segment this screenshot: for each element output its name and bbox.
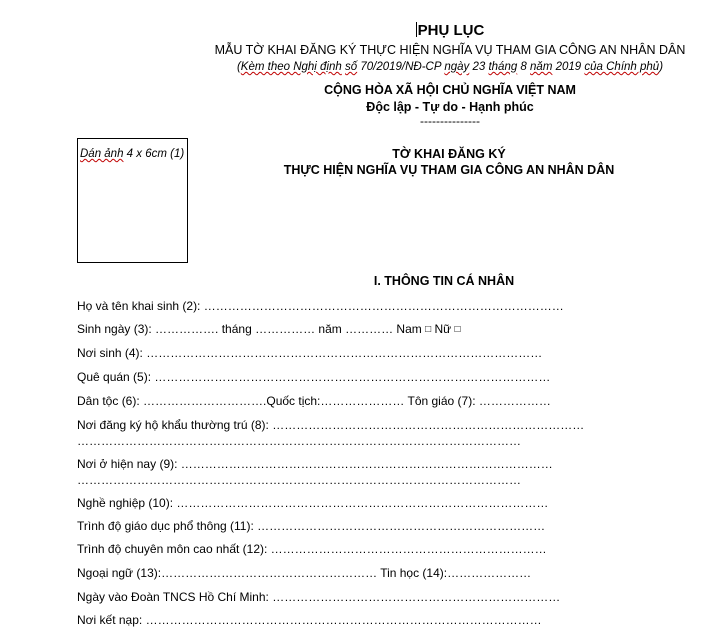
field-youth-union-date[interactable]: Ngày vào Đoàn TNCS Hồ Chí Minh: ……………………………………………………………… — [77, 590, 561, 604]
field-highest-qualification[interactable]: Trình độ chuyên môn cao nhất (12): …………………………………………………………… — [77, 542, 547, 556]
field-current-residence[interactable]: Nơi ở hiện nay (9): ………………………………………………………………………………… — [77, 457, 553, 471]
decree-nam: năm — [530, 61, 553, 73]
field-full-name[interactable]: Họ và tên khai sinh (2): ……………………………………………………………………………… — [77, 299, 564, 313]
checkbox-male[interactable]: □ — [425, 324, 432, 335]
decree-cua-chinh-phu: của Chính phủ — [584, 61, 660, 73]
dob-text: Sinh ngày (3): ……………. tháng …………… năm ………… Nam — [77, 322, 422, 336]
national-name: CỘNG HÒA XÃ HỘI CHỦ NGHĨA VIỆT NAM — [324, 83, 576, 97]
field-date-of-birth[interactable] — [77, 322, 461, 336]
form-subtitle: MẪU TỜ KHAI ĐĂNG KÝ THỰC HIỆN NGHĨA VỤ THAM GIA CÔNG AN NHÂN DÂN — [214, 43, 686, 57]
decree-so: số — [345, 61, 358, 73]
photo-label-size: 4 x 6cm (1) — [123, 148, 185, 160]
decree-kem-theo: Kèm theo Nghị định — [240, 61, 342, 73]
decree-month: 8 — [517, 61, 527, 73]
decree-reference — [96, 61, 708, 73]
header-divider: --------------- — [420, 114, 480, 128]
field-ethnicity-nationality-religion[interactable]: Dân tộc (6): ………………………….Quốc tịch:………………… Tôn giáo (7): ……………… — [77, 394, 551, 408]
field-place-of-birth[interactable]: Nơi sinh (4): ……………………………………………………………………………………… — [77, 346, 543, 360]
page-title-text: PHỤ LỤC — [417, 22, 485, 39]
decree-day: 23 — [469, 61, 486, 73]
field-admission-place[interactable]: Nơi kết nạp: ……………………………………………………………………………………… — [77, 613, 542, 627]
field-occupation[interactable]: Nghề nghiệp (10): ………………………………………………………………………………… — [77, 496, 549, 510]
field-general-education[interactable]: Trình độ giáo dục phổ thông (11): ……………………………………………………………… — [77, 519, 546, 533]
field-current-residence-cont[interactable]: ………………………………………………………………………………………………… — [77, 473, 521, 487]
label-female: Nữ — [431, 322, 452, 336]
form-title-line1: TỜ KHAI ĐĂNG KÝ — [392, 147, 506, 161]
field-permanent-residence[interactable]: Nơi đăng ký hộ khẩu thường trú (8): …………………………………………………………………… — [77, 418, 585, 432]
page-title — [96, 22, 708, 39]
photo-label-dan-anh: Dán ảnh — [80, 148, 124, 160]
field-foreign-language-it[interactable]: Ngoại ngữ (13):……………………………………………… Tin học (14):………………… — [77, 566, 532, 580]
decree-open-paren: ( — [236, 61, 241, 73]
text-cursor — [416, 22, 417, 37]
checkbox-female[interactable]: □ — [454, 324, 461, 335]
national-motto: Độc lập - Tự do - Hạnh phúc — [366, 100, 534, 114]
photo-placeholder-box — [77, 138, 188, 263]
decree-thang: tháng — [488, 61, 518, 73]
field-hometown[interactable]: Quê quán (5): ……………………………………………………………………………………… — [77, 370, 551, 384]
form-title-line2: THỰC HIỆN NGHĨA VỤ THAM GIA CÔNG AN NHÂN DÂN — [283, 163, 615, 177]
field-permanent-residence-cont[interactable]: ………………………………………………………………………………………………… — [77, 434, 521, 448]
decree-number: 70/2019/NĐ-CP — [357, 61, 442, 73]
decree-close-paren: ) — [659, 61, 664, 73]
decree-year: 2019 — [552, 61, 582, 73]
decree-ngay: ngày — [444, 61, 470, 73]
section-title-personal-info: I. THÔNG TIN CÁ NHÂN — [373, 274, 515, 288]
